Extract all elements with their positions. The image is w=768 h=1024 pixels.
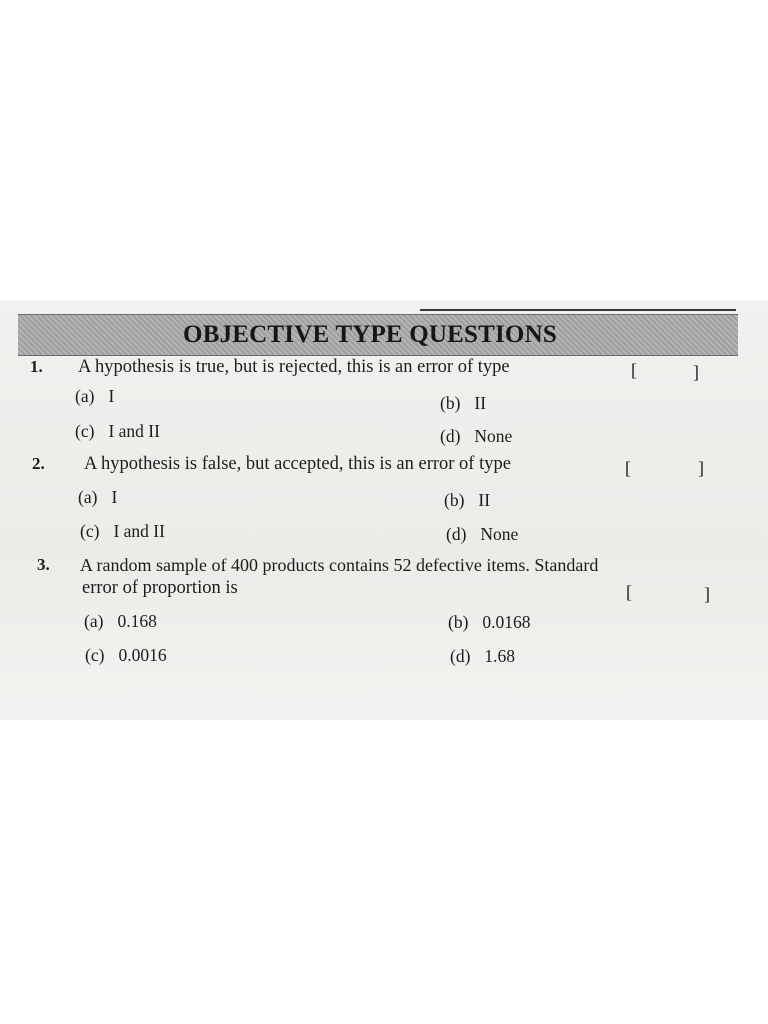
- heading-banner: [18, 314, 738, 356]
- question-2-option-d: [446, 524, 518, 545]
- option-text: I and II: [108, 421, 160, 441]
- option-text: None: [474, 426, 513, 446]
- question-3-option-c: [85, 645, 167, 666]
- question-1-text: A hypothesis is true, but is rejected, this is an error of type: [78, 357, 510, 377]
- option-text: None: [480, 524, 519, 544]
- question-3-bracket-open: [: [626, 582, 632, 602]
- option-label: (b): [444, 490, 465, 510]
- question-1-bracket-close: ]: [693, 362, 699, 382]
- option-text: 1.68: [484, 646, 516, 666]
- question-2-number: 2.: [32, 454, 45, 473]
- option-label: (b): [440, 393, 461, 413]
- question-2-option-c: [80, 521, 165, 542]
- option-text: II: [478, 490, 491, 510]
- question-2-text: A hypothesis is false, but accepted, this is an error of type: [84, 454, 511, 474]
- option-label: (c): [75, 421, 95, 441]
- question-1-number: 1.: [30, 357, 43, 376]
- question-3-option-b: [448, 612, 531, 633]
- option-label: (d): [450, 646, 471, 666]
- option-label: (d): [446, 524, 467, 544]
- question-1-option-c: [75, 421, 160, 442]
- option-text: 0.0168: [482, 612, 531, 632]
- question-1-option-d: [440, 426, 512, 447]
- option-text: II: [474, 393, 487, 413]
- question-2-bracket-close: ]: [698, 458, 704, 478]
- question-2-option-b: [444, 490, 490, 511]
- option-text: 0.0016: [118, 645, 167, 665]
- option-label: (d): [440, 426, 461, 446]
- option-label: (a): [78, 487, 98, 507]
- question-3-text-line2: error of proportion is: [82, 578, 238, 598]
- question-2-bracket-open: [: [625, 458, 631, 478]
- question-3-option-d: [450, 646, 515, 667]
- question-3-number: 3.: [37, 555, 50, 574]
- option-text: I: [111, 487, 118, 507]
- question-3-option-a: [84, 611, 157, 632]
- option-text: I: [108, 386, 115, 406]
- option-label: (c): [85, 645, 105, 665]
- question-1-bracket-open: [: [631, 360, 637, 380]
- question-1-option-b: [440, 393, 486, 414]
- page-title: OBJECTIVE TYPE QUESTIONS: [183, 321, 557, 348]
- question-3-text-line1: A random sample of 400 products contains 52 defective items. Standard: [80, 555, 599, 575]
- option-label: (b): [448, 612, 469, 632]
- question-2-option-a: [78, 487, 117, 508]
- option-text: 0.168: [117, 611, 157, 631]
- option-label: (a): [84, 611, 104, 631]
- question-1-option-a: [75, 386, 114, 407]
- top-rule: [420, 309, 736, 311]
- question-3-bracket-close: ]: [704, 584, 710, 604]
- option-label: (c): [80, 521, 100, 541]
- option-label: (a): [75, 386, 95, 406]
- option-text: I and II: [113, 521, 165, 541]
